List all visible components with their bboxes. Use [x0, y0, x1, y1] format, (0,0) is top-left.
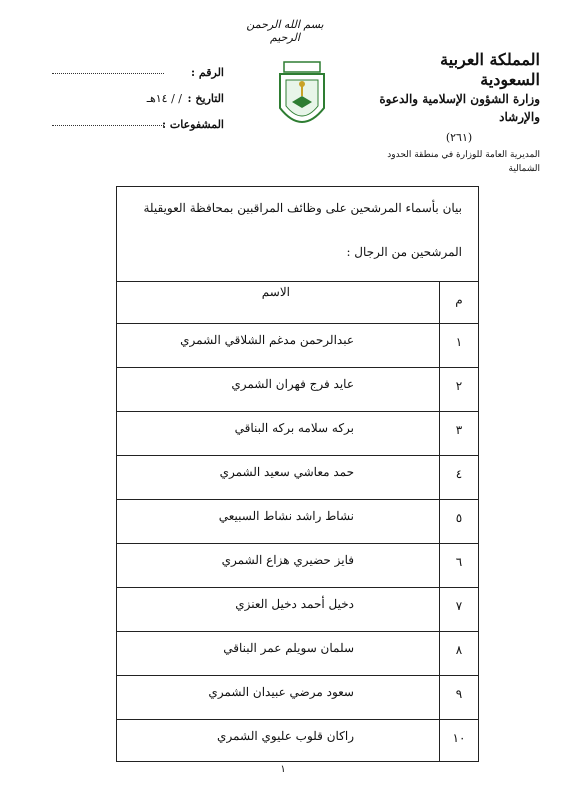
number-field: [44, 66, 224, 92]
row-name: نشاط راشد نشاط السبيعي: [218, 509, 354, 523]
reference-fields: [44, 66, 224, 144]
row-number: ٣: [455, 423, 463, 437]
table-title: بيان بأسماء المرشحين على وظائف المراقبين بمحافظة العويقيلة: [143, 201, 462, 215]
row-divider: [117, 675, 478, 676]
header-divider: [117, 281, 478, 282]
row-name: سلمان سويلم عمر البناقي: [223, 641, 354, 655]
row-divider: [117, 411, 478, 412]
date-field: [44, 92, 224, 118]
row-divider: [117, 543, 478, 544]
row-number: ٢: [455, 379, 463, 393]
attachments-label: المشفوعات :: [162, 118, 224, 131]
row-name: حمد معاشي سعيد الشمري: [219, 465, 354, 479]
ministry-emblem-icon: [270, 58, 334, 138]
row-number: ٧: [455, 599, 463, 613]
kingdom-name: المملكة العربية السعودية: [440, 50, 540, 89]
page-number: ١: [280, 764, 286, 775]
date-value: / / ١٤هـ: [146, 92, 182, 105]
row-divider: [117, 367, 478, 368]
number-dots: [52, 73, 164, 74]
row-number: ٥: [455, 511, 463, 525]
row-name: بركه سلامه بركه البناقي: [234, 421, 354, 435]
branch-code: (٢٦١): [445, 131, 473, 144]
basmala: بسم الله الرحمن الرحيم: [246, 18, 324, 44]
attachments-dots: [52, 125, 164, 126]
row-divider: [117, 587, 478, 588]
letterhead: [378, 50, 540, 176]
ministry-name: وزارة الشؤون الإسلامية والدعوة والإرشاد: [379, 92, 540, 124]
number-label: الرقم :: [191, 66, 224, 79]
row-number: ٤: [455, 467, 463, 481]
table-subtitle: المرشحين من الرجال :: [346, 245, 462, 259]
row-number: ٨: [455, 643, 463, 657]
row-name: راكان قلوب عليوي الشمري: [217, 729, 354, 743]
column-header-name: الاسم: [261, 285, 290, 299]
row-name: دخيل أحمد دخيل العنزي: [235, 597, 354, 611]
row-name: سعود مرضي عبيدان الشمري: [208, 685, 354, 699]
row-divider: [117, 499, 478, 500]
row-number: ٦: [455, 555, 463, 569]
candidates-table: [116, 186, 479, 762]
attachments-field: [44, 118, 224, 144]
column-header-number: م: [455, 293, 463, 307]
row-divider: [117, 455, 478, 456]
row-divider: [117, 323, 478, 324]
row-number: ١: [455, 335, 463, 349]
row-name: فايز حضيري هزاع الشمري: [221, 553, 354, 567]
row-divider: [117, 631, 478, 632]
row-divider: [117, 719, 478, 720]
date-label: التاريخ :: [187, 92, 224, 105]
row-name: عبدالرحمن مدغم الشلاقي الشمري: [180, 333, 354, 347]
row-name: عايد فرج فهران الشمري: [231, 377, 354, 391]
branch-name: المديرية العامة للوزارة في منطقة الحدود الشمالية: [387, 150, 540, 174]
row-number: ١٠: [452, 731, 466, 745]
row-number: ٩: [455, 687, 463, 701]
